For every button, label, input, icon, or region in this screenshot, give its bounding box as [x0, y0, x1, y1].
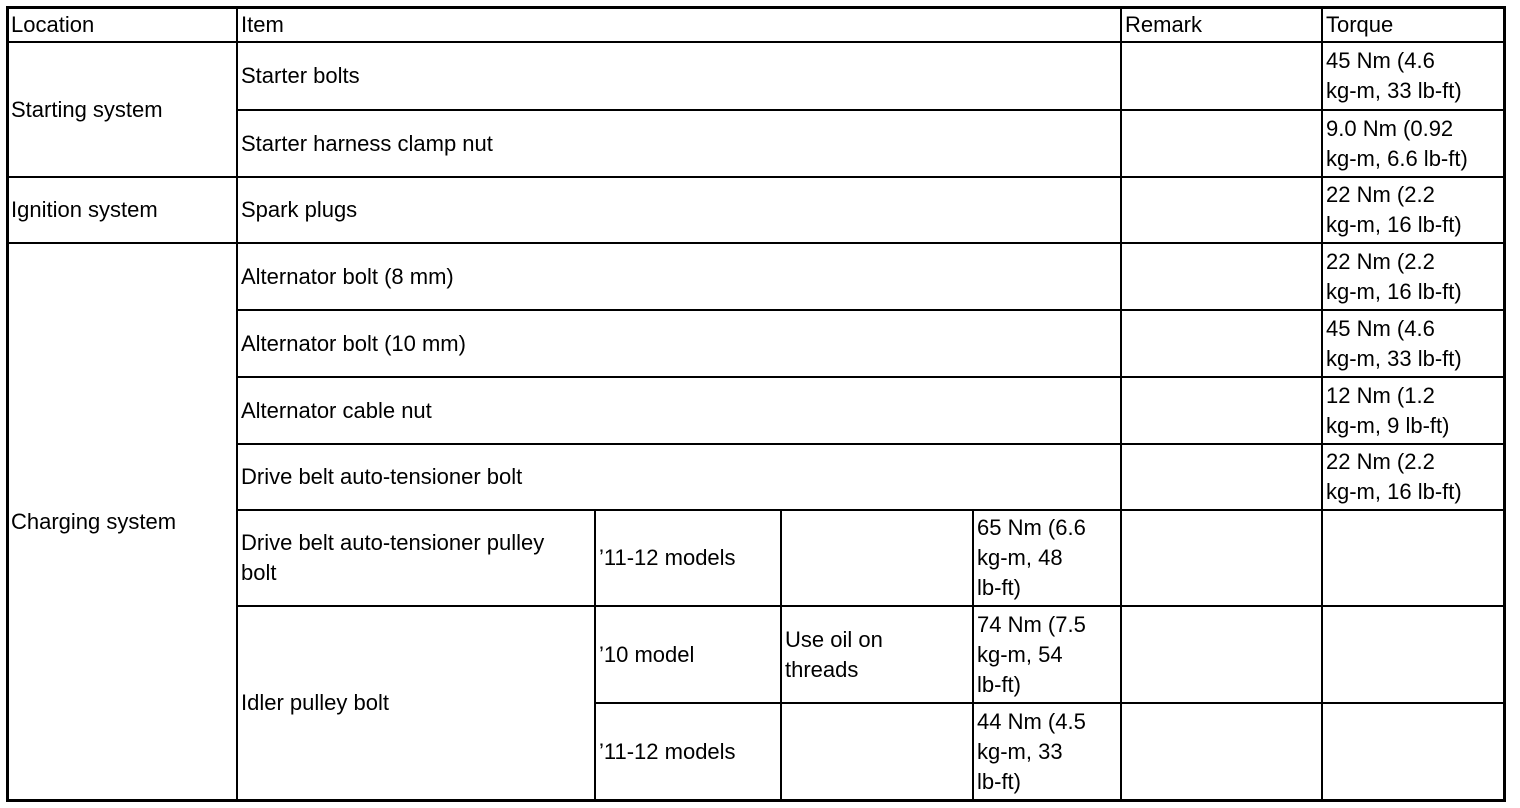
item-idler-pulley-bolt: Idler pulley bolt [241, 690, 389, 715]
location-starting: Starting system [11, 96, 163, 122]
location-charging: Charging system [11, 508, 177, 534]
item-starter-bolts: Starter bolts [241, 63, 360, 88]
item-alternator-8mm: Alternator bolt (8 mm) [241, 263, 454, 289]
header-location: Location [11, 12, 95, 37]
torque-spark-plugs: 22 Nm (2.2 kg-m, 16 lb-ft) [1326, 182, 1462, 237]
torque-alternator-10mm: 45 Nm (4.6 kg-m, 33 lb-ft) [1326, 315, 1462, 371]
item-tensioner-bolt: Drive belt auto-tensioner bolt [241, 464, 523, 489]
torque-tensioner-pulley: 65 Nm (6.6 kg-m, 48 lb-ft) [977, 515, 1086, 600]
item-spark-plugs: Spark plugs [241, 197, 358, 222]
header-remark: Remark [1125, 12, 1203, 37]
item-alternator-cable-nut: Alternator cable nut [241, 397, 432, 423]
rule [1120, 6, 1122, 802]
torque-idler-10: 74 Nm (7.5 kg-m, 54 lb-ft) [977, 611, 1086, 697]
item-alternator-10mm: Alternator bolt (10 mm) [241, 330, 466, 356]
torque-alternator-8mm: 22 Nm (2.2 kg-m, 16 lb-ft) [1326, 248, 1462, 304]
model-tensioner-pulley: ’11-12 models [599, 545, 736, 570]
torque-tensioner-bolt: 22 Nm (2.2 kg-m, 16 lb-ft) [1326, 449, 1462, 504]
model-idler-11-12: ’11-12 models [599, 738, 736, 764]
location-ignition: Ignition system [11, 197, 158, 222]
torque-starter-bolts: 45 Nm (4.6 kg-m, 33 lb-ft) [1326, 48, 1462, 103]
item-harness-nut: Starter harness clamp nut [241, 130, 493, 156]
header-item: Item [241, 12, 284, 37]
model-idler-10: ’10 model [599, 641, 695, 667]
item-tensioner-pulley-bolt: Drive belt auto-tensioner pulley bolt [241, 530, 545, 585]
torque-idler-11-12: 44 Nm (4.5 kg-m, 33 lb-ft) [977, 708, 1086, 794]
header-torque: Torque [1326, 12, 1394, 37]
torque-alternator-cable-nut: 12 Nm (1.2 kg-m, 9 lb-ft) [1326, 382, 1450, 438]
remark-idler-10: Use oil on threads [785, 626, 883, 682]
torque-harness-nut: 9.0 Nm (0.92 kg-m, 6.6 lb-ft) [1326, 115, 1468, 171]
